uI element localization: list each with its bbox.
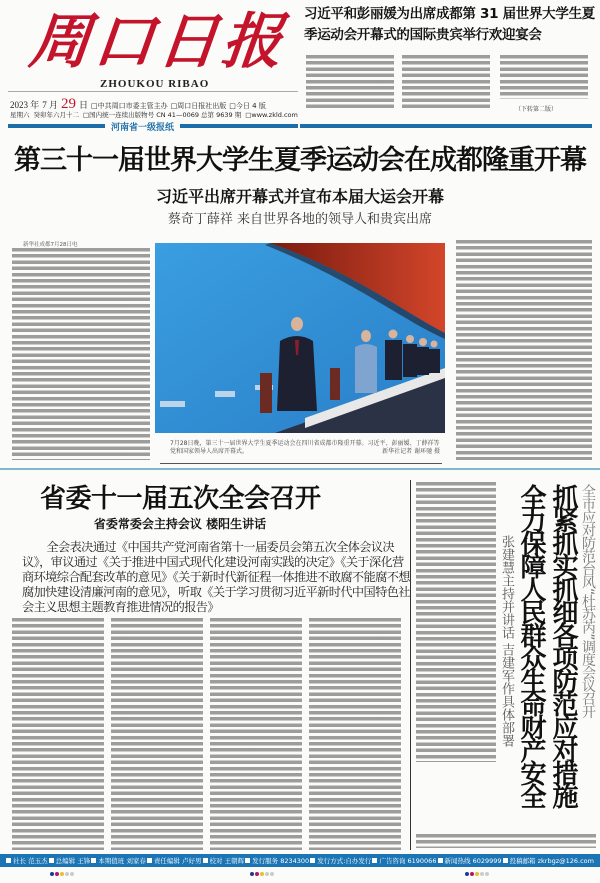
plenary-subhead: 省委常委会主持会议 楼阳生讲话: [93, 517, 267, 531]
footer-item: 校对 王朝辉: [203, 856, 245, 865]
plenary-lead: 全会表决通过《中国共产党河南省第十一届委员会第五次全体会议决议》，审议通过《关于推进中国式现代化建设河南实践的决定》《关于深化营商环境综合配套改革的意见》《关于新时代新征程一体推进不敢腐不能腐不想腐加快建设清廉河南的意见》，听取《关于学习贯彻习近平新时代中国特色社会主义思想主题教育推进情况的报告》: [22, 540, 410, 614]
typhoon-headline-2[interactable]: 全力保障人民群众生命财产安全: [516, 484, 546, 806]
footer-item: 新闻热线 6029999: [438, 856, 502, 865]
plenary-text-col1: [12, 618, 104, 850]
column-rule: [410, 480, 411, 850]
date-month: 7 月: [42, 100, 59, 110]
registration-marks: [250, 872, 274, 876]
date-day-suffix: 日: [79, 100, 89, 110]
photo-credit: 新华社记者 谢环驰 摄: [382, 448, 440, 455]
top-story-text-col3: [500, 55, 588, 99]
weekday: 星期六: [10, 111, 30, 119]
footer-item: 社长 范玉杰: [6, 856, 48, 865]
issn: □国内统一连续出版物号 CN 41—0069 总第 9639 期: [83, 111, 242, 119]
lead-kicker: 蔡奇丁薛祥 来自世界各地的领导人和贵宾出席: [167, 212, 433, 227]
masthead-rule: [8, 91, 298, 92]
grade-badge: 河南省一级报纸: [105, 120, 180, 133]
website: □www.zkld.com: [245, 111, 298, 119]
top-story-text-col1: [306, 55, 394, 111]
logo-pinyin: ZHOUKOU RIBAO: [100, 78, 210, 90]
plenary-headline[interactable]: 省委十一届五次全会召开: [40, 484, 321, 514]
photo-image: [155, 243, 445, 433]
footer-item: 责任编辑 卢好男: [147, 856, 202, 865]
footer-item: 本期值班 刘家春: [91, 856, 146, 865]
lead-subhead: 习近平出席开幕式并宣布本届大运会开幕: [155, 187, 444, 206]
continued-note: （下转第二版）: [515, 106, 558, 113]
plenary-text-col2: [111, 618, 203, 850]
footer-item: 总编辑 王锋: [49, 856, 91, 865]
issue-row: [10, 110, 298, 119]
lead-text-left: [12, 248, 150, 460]
page-count: □今日 4 版: [229, 102, 266, 110]
section-divider: [0, 468, 600, 470]
typhoon-text-bottom: [416, 834, 596, 848]
staff-footer: [0, 854, 600, 867]
plenary-text-col4: [309, 618, 401, 850]
newspaper-logo: 周口日报: [26, 7, 290, 77]
typhoon-headline-1[interactable]: 抓紧抓实抓细各项防范应对措施: [548, 484, 578, 806]
opening-ceremony-photo[interactable]: [155, 243, 445, 433]
registration-marks: [50, 872, 74, 876]
registration-marks: [465, 872, 489, 876]
footer-item: 广告咨询 6190066: [372, 856, 436, 865]
photo-caption: [170, 440, 440, 456]
lead-dateline: 新华社成都7月28日电: [23, 242, 78, 248]
lead-text-right: [456, 240, 592, 460]
publisher: □周口日报社出版: [170, 102, 227, 110]
date-year: 2023 年: [10, 100, 40, 110]
caption-rule: [160, 463, 442, 464]
lunar-date: 癸卯年六月十二: [33, 111, 79, 119]
footer-item: 发行方式:自办发行: [310, 856, 371, 865]
typhoon-kicker: 全市应对防范台风“杜苏芮”调度会议召开: [580, 484, 596, 718]
typhoon-subhead: 张建慧主持并讲话 吉建军作具体部署: [499, 535, 514, 748]
photo-caption-text: 7月28日晚，第三十一届世界大学生夏季运动会在四川省成都市隆重开幕。习近平、彭丽媛、丁薛祥等党和国家领导人出席开幕式。: [170, 440, 440, 455]
top-story-headline[interactable]: 习近平和彭丽媛为出席成都第 31 届世界大学生夏季运动会开幕式的国际贵宾举行欢迎宴会: [304, 6, 595, 43]
footer-item: 投稿邮箱 zkrbgz@126.com: [503, 856, 594, 865]
typhoon-text-col: [416, 482, 496, 762]
top-story-bar: [300, 124, 592, 128]
top-story-text-col2: [402, 55, 490, 111]
sponsor: □中共周口市委主管主办: [91, 102, 168, 110]
plenary-text-col3: [210, 618, 302, 850]
lead-headline[interactable]: 第三十一届世界大学生夏季运动会在成都隆重开幕: [14, 145, 586, 176]
footer-item: 发行服务 8234300: [245, 856, 309, 865]
date-day: 29: [61, 96, 77, 112]
